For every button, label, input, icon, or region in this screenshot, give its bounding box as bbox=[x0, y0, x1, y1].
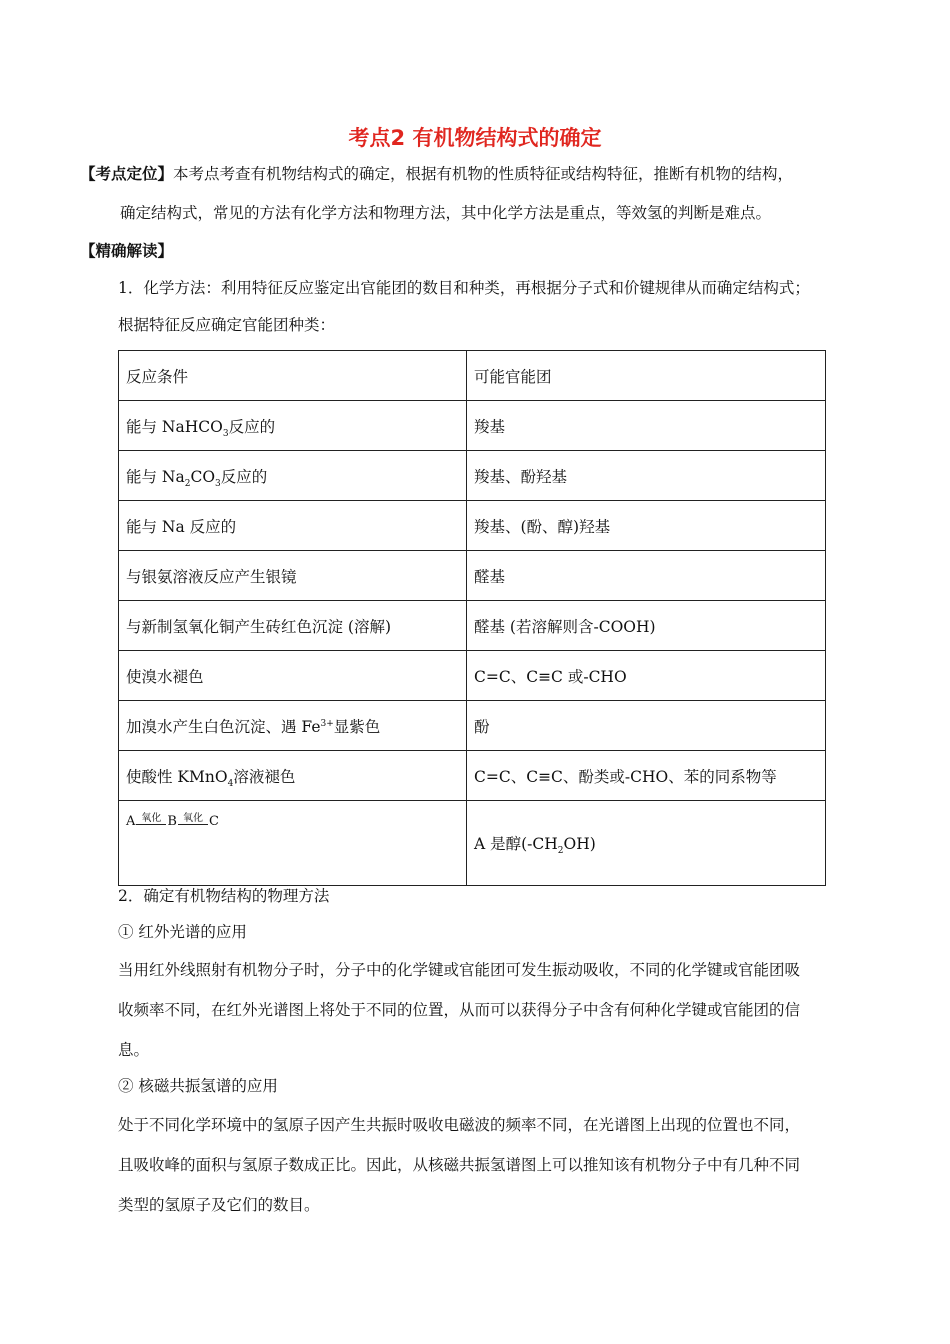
section2-heading: 2．确定有机物结构的物理方法 bbox=[118, 887, 330, 905]
row-group: 酚 bbox=[467, 701, 826, 751]
row-condition: 与银氨溶液反应产生银镜 bbox=[119, 551, 467, 601]
nmr-line2: 且吸收峰的面积与氢原子数成正比。因此，从核磁共振氢谱图上可以推知该有机物分子中有几种不同 bbox=[118, 1156, 801, 1174]
page-title: 考点2 有机物结构式的确定 bbox=[348, 126, 602, 150]
row-condition: 能与 NaHCO$_3$反应的 bbox=[119, 401, 467, 451]
positioning-label: 【考点定位】 bbox=[80, 165, 174, 183]
row-condition: 使溴水褪色 bbox=[119, 651, 467, 701]
section1-intro: 根据特征反应确定官能团种类： bbox=[118, 316, 336, 334]
table-row bbox=[119, 401, 826, 451]
positioning-text-1: 本考点考查有机物结构式的确定，根据有机物的性质特征或结构特征，推断有机物的结构， bbox=[173, 165, 794, 183]
table-row bbox=[119, 701, 826, 751]
table-row bbox=[119, 551, 826, 601]
ir-title: ① 红外光谱的应用 bbox=[118, 923, 247, 941]
header-condition: 反应条件 bbox=[119, 351, 467, 401]
row-group: 羧基、(酚、醇)羟基 bbox=[467, 501, 826, 551]
header-group: 可能官能团 bbox=[467, 351, 826, 401]
table-row bbox=[119, 501, 826, 551]
table-row bbox=[119, 451, 826, 501]
functional-group-table bbox=[118, 350, 826, 886]
interpretation-label: 【精确解读】 bbox=[80, 242, 174, 260]
table-row bbox=[119, 601, 826, 651]
nmr-title: ② 核磁共振氢谱的应用 bbox=[118, 1077, 278, 1095]
row-group: 醛基 bbox=[467, 551, 826, 601]
table-row bbox=[119, 751, 826, 801]
nmr-line3: 类型的氢原子及它们的数目。 bbox=[118, 1196, 320, 1214]
ir-line1: 当用红外线照射有机物分子时，分子中的化学键或官能团可发生振动吸收，不同的化学键或官能团吸 bbox=[118, 961, 801, 979]
row-condition: 与新制氢氧化铜产生砖红色沉淀 (溶解) bbox=[119, 601, 467, 651]
row-group: A 是醇$(-CH_2OH)$ bbox=[467, 801, 826, 886]
positioning-line1 bbox=[80, 164, 793, 184]
row-condition: 能与 $Na_2CO_3$反应的 bbox=[119, 451, 467, 501]
table-row bbox=[119, 801, 826, 886]
nmr-line1: 处于不同化学环境中的氢原子因产生共振时吸收电磁波的频率不同，在光谱图上出现的位置也不同， bbox=[118, 1116, 801, 1134]
row-group: 羧基 bbox=[467, 401, 826, 451]
row-condition: 能与 Na 反应的 bbox=[119, 501, 467, 551]
positioning-line2: 确定结构式，常见的方法有化学方法和物理方法，其中化学方法是重点，等效氢的判断是难点。 bbox=[120, 204, 772, 222]
row-condition: 加溴水产生白色沉淀、遇 $Fe^{3+}$显紫色 bbox=[119, 701, 467, 751]
oxidation-scheme: A 氧化 B 氧化 C bbox=[119, 801, 467, 886]
ir-line2: 收频率不同，在红外光谱图上将处于不同的位置，从而可以获得分子中含有何种化学键或官能团的信 bbox=[118, 1001, 801, 1019]
ir-line3: 息。 bbox=[118, 1041, 150, 1059]
row-group: C=C、C≡C、酚类或-CHO、苯的同系物等 bbox=[467, 751, 826, 801]
section1-heading: 1．化学方法：利用特征反应鉴定出官能团的数目和种类，再根据分子式和价键规律从而确定结构式； bbox=[118, 279, 810, 297]
table-header-row bbox=[119, 351, 826, 401]
row-condition: 使酸性 KMnO$_4$溶液褪色 bbox=[119, 751, 467, 801]
table-row bbox=[119, 651, 826, 701]
row-group: 羧基、酚羟基 bbox=[467, 451, 826, 501]
row-group: 醛基 (若溶解则含-COOH) bbox=[467, 601, 826, 651]
row-group: C=C、C≡C 或-CHO bbox=[467, 651, 826, 701]
